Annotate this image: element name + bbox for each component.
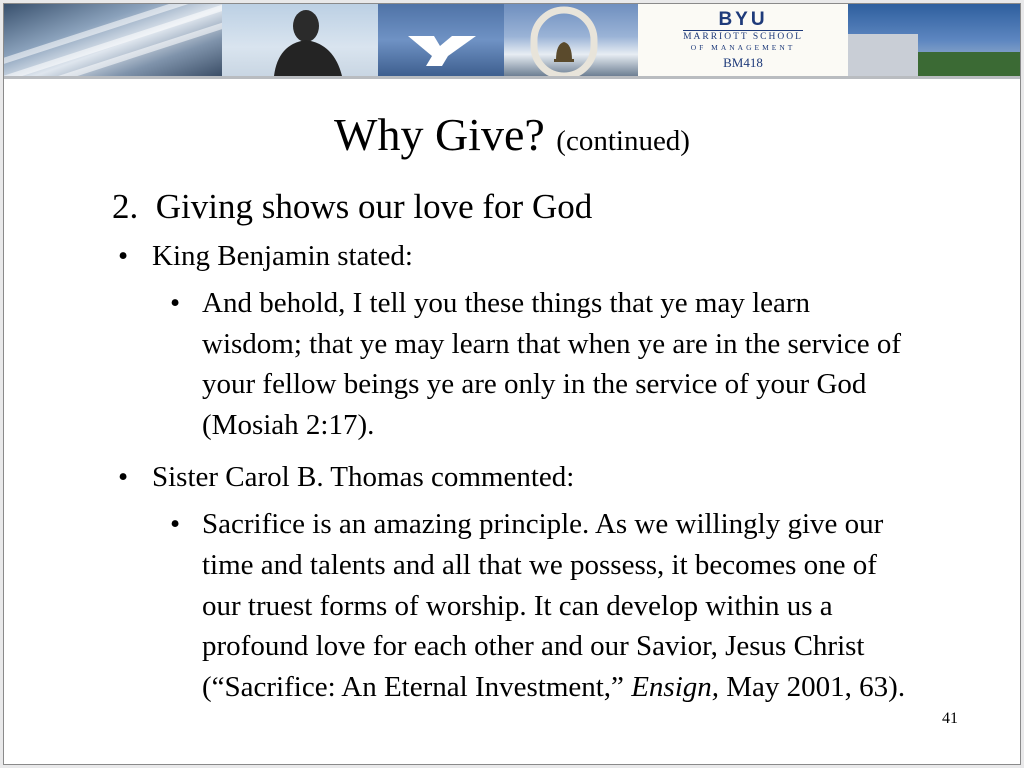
bullet-marker: • — [170, 287, 181, 319]
school-name-line1: MARRIOTT SCHOOL — [683, 31, 803, 42]
slide-body — [112, 184, 932, 707]
point-number: 2. — [112, 187, 139, 226]
course-code: BM418 — [723, 54, 763, 70]
numbered-point — [112, 184, 932, 230]
sub-bullet-sacrifice-quote — [170, 504, 912, 707]
bullet-text: Sister Carol B. Thomas commented: — [152, 461, 575, 494]
byu-marriott-logo — [638, 4, 848, 76]
bullet-carol-thomas — [112, 457, 932, 497]
bullet-marker: • — [118, 240, 129, 272]
header-banner — [4, 4, 1020, 79]
banner-image-statue — [222, 4, 378, 76]
banner-image-y-logo — [378, 4, 504, 76]
school-name-line2: OF MANAGEMENT — [690, 42, 796, 52]
title-suffix: (continued) — [556, 125, 690, 157]
bullet-king-benjamin — [112, 236, 932, 276]
building-icon — [848, 4, 1020, 76]
statue-icon — [222, 4, 378, 76]
publication-title: Ensign, — [631, 670, 719, 703]
banner-image-sky-building — [848, 4, 1020, 76]
slide — [3, 3, 1021, 765]
title-main: Why Give? — [334, 109, 545, 160]
bullet-marker: • — [118, 461, 129, 494]
banner-image-bell-tower — [504, 4, 638, 76]
bell-icon — [504, 4, 638, 76]
sub-bullet-mosiah-quote — [170, 283, 912, 445]
quote-text: And behold, I tell you these things that ye may learn wisdom; that ye may learn that when ye are in the service of your fellow beings ye are only in the service of your God (Mosiah 2:17). — [202, 287, 901, 441]
quote-text: Sacrifice is an amazing principle. As we willingly give our time and talents and all that we possess, it becomes one of our truest forms of worship. It can develop within us a profound love for each other and our Savior, Jesus Christ (“Sacrifice: An Eternal Investment,” — [202, 508, 884, 703]
slide-title — [4, 106, 1020, 170]
citation-date: May 2001, 63). — [719, 670, 906, 703]
point-text: Giving shows our love for God — [155, 187, 593, 226]
bullet-text: King Benjamin stated: — [152, 240, 413, 272]
byu-logo-text: BYU — [718, 8, 768, 30]
y-mountain-icon — [378, 4, 504, 76]
banner-image-building — [4, 4, 222, 76]
page-number: 41 — [942, 710, 958, 727]
bullet-marker: • — [170, 508, 181, 541]
